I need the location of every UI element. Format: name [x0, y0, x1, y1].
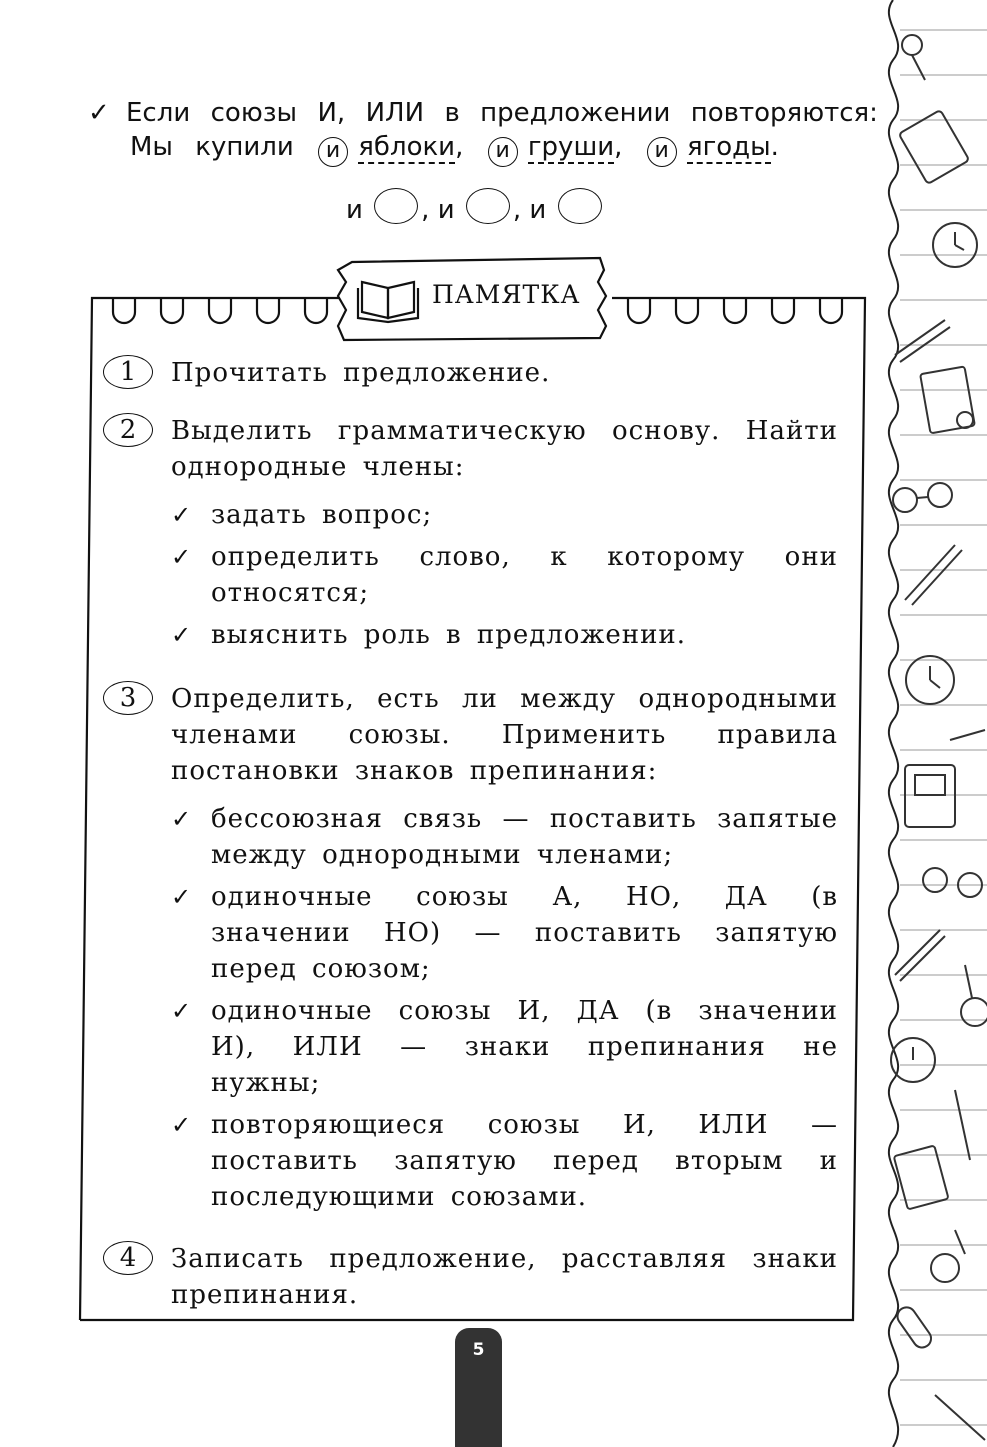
- check-icon: ✓: [171, 997, 192, 1025]
- sub-text: одиночные союзы И, ДА (в значении И), ИЛИ — знаки препинания не нужны;: [211, 996, 838, 1098]
- sub-text: задать вопрос;: [211, 500, 433, 530]
- check-icon: ✓: [171, 543, 192, 571]
- sub-text: одиночные союзы А, НО, ДА (в значении НО) — поставить запятую перед союзом;: [211, 882, 838, 984]
- check-icon: ✓: [171, 501, 192, 529]
- rule-word: предложении: [480, 98, 671, 128]
- marker-icon: [950, 730, 985, 740]
- comma: ,: [512, 195, 522, 225]
- sub-item: [171, 497, 838, 533]
- glasses-icon: [893, 483, 952, 512]
- memo-step-4: [103, 1241, 838, 1313]
- homogeneous-word: ягоды: [686, 132, 771, 162]
- rule-word: союзы: [210, 98, 298, 128]
- rule-word: повторяются:: [690, 98, 878, 128]
- memo-step-3: [103, 681, 838, 1215]
- pencil-icon: [905, 545, 962, 605]
- pencil-icon: [895, 930, 945, 981]
- conjunction-circle: и: [488, 137, 518, 167]
- alarm-clock-icon: [906, 656, 954, 704]
- memo-step-1: [103, 355, 838, 391]
- sub-item: [171, 1107, 838, 1215]
- pencil-icon: [935, 1395, 985, 1440]
- scheme-oval: [558, 188, 602, 224]
- sub-item: [171, 539, 838, 611]
- notebook-icon: [899, 110, 970, 184]
- step-number: 4: [103, 1241, 153, 1275]
- step-number: 3: [103, 681, 153, 715]
- sentence-scheme: [346, 188, 605, 225]
- sub-item: [171, 801, 838, 873]
- check-icon: ✓: [171, 621, 192, 649]
- comma: ,: [614, 132, 623, 162]
- example-word: купили: [195, 132, 294, 162]
- medal-icon: [931, 1230, 965, 1282]
- sub-item: [171, 993, 838, 1101]
- step-text: Прочитать предложение.: [171, 358, 551, 388]
- step-text: Записать предложение, расставляя знаки препинания.: [171, 1244, 838, 1310]
- side-strip: [889, 0, 898, 1447]
- sub-text: определить слово, к которому они относятся;: [211, 542, 838, 608]
- conjunction-circle: и: [647, 137, 677, 167]
- scheme-oval: [374, 188, 418, 224]
- rule-word: в: [444, 98, 460, 128]
- rule-word: И,: [317, 98, 346, 128]
- medal-icon: [961, 965, 987, 1026]
- example-word: Мы: [130, 132, 173, 162]
- comma: ,: [421, 195, 430, 225]
- planner-icon: [905, 765, 955, 827]
- certificate-icon: [920, 366, 975, 433]
- scheme-conjunction: и: [437, 195, 455, 225]
- scheme-conjunction: и: [529, 195, 547, 225]
- memo-title: ПАМЯТКА: [432, 280, 581, 309]
- rule-word: Если: [126, 98, 191, 128]
- memo-step-2: [103, 413, 838, 653]
- step-number: 1: [103, 355, 153, 389]
- glasses-icon: [923, 868, 982, 897]
- sub-text: бессоюзная связь — поставить запятые между однородными членами;: [211, 804, 838, 870]
- rule-line: [88, 96, 878, 130]
- period: .: [770, 132, 779, 162]
- paperclip-icon: [894, 1304, 935, 1351]
- check-icon: ✓: [171, 805, 192, 833]
- pen-icon: [955, 1090, 970, 1160]
- sub-item: [171, 879, 838, 987]
- step-text: Определить, есть ли между однородными членами союзы. Применить правила постановки знаков препинания:: [171, 684, 838, 786]
- example-sentence: [88, 130, 878, 167]
- scheme-oval: [466, 188, 510, 224]
- comma: ,: [455, 132, 464, 162]
- sub-text: повторяющиеся союзы И, ИЛИ — поставить запятую перед вторым и последующими союзами.: [211, 1110, 838, 1212]
- rule-block: [88, 96, 878, 167]
- page-number: 5: [472, 1340, 485, 1360]
- sub-item: [171, 617, 838, 653]
- sub-text: выяснить роль в предложении.: [211, 620, 686, 650]
- check-icon: ✓: [88, 98, 110, 128]
- homogeneous-word: груши: [527, 132, 615, 162]
- pushpin-icon: [902, 35, 925, 80]
- memo-steps: [103, 355, 838, 1313]
- pen-icon: [895, 320, 950, 362]
- alarm-clock-icon: [933, 223, 977, 267]
- check-icon: ✓: [171, 883, 192, 911]
- homogeneous-word: яблоки: [358, 132, 456, 162]
- rule-word: ИЛИ: [365, 98, 425, 128]
- step-number: 2: [103, 413, 153, 447]
- scheme-conjunction: и: [346, 195, 363, 225]
- conjunction-circle: и: [318, 137, 348, 167]
- check-icon: ✓: [171, 1111, 192, 1139]
- step-text: Выделить грамматическую основу. Найти однородные члены:: [171, 416, 838, 482]
